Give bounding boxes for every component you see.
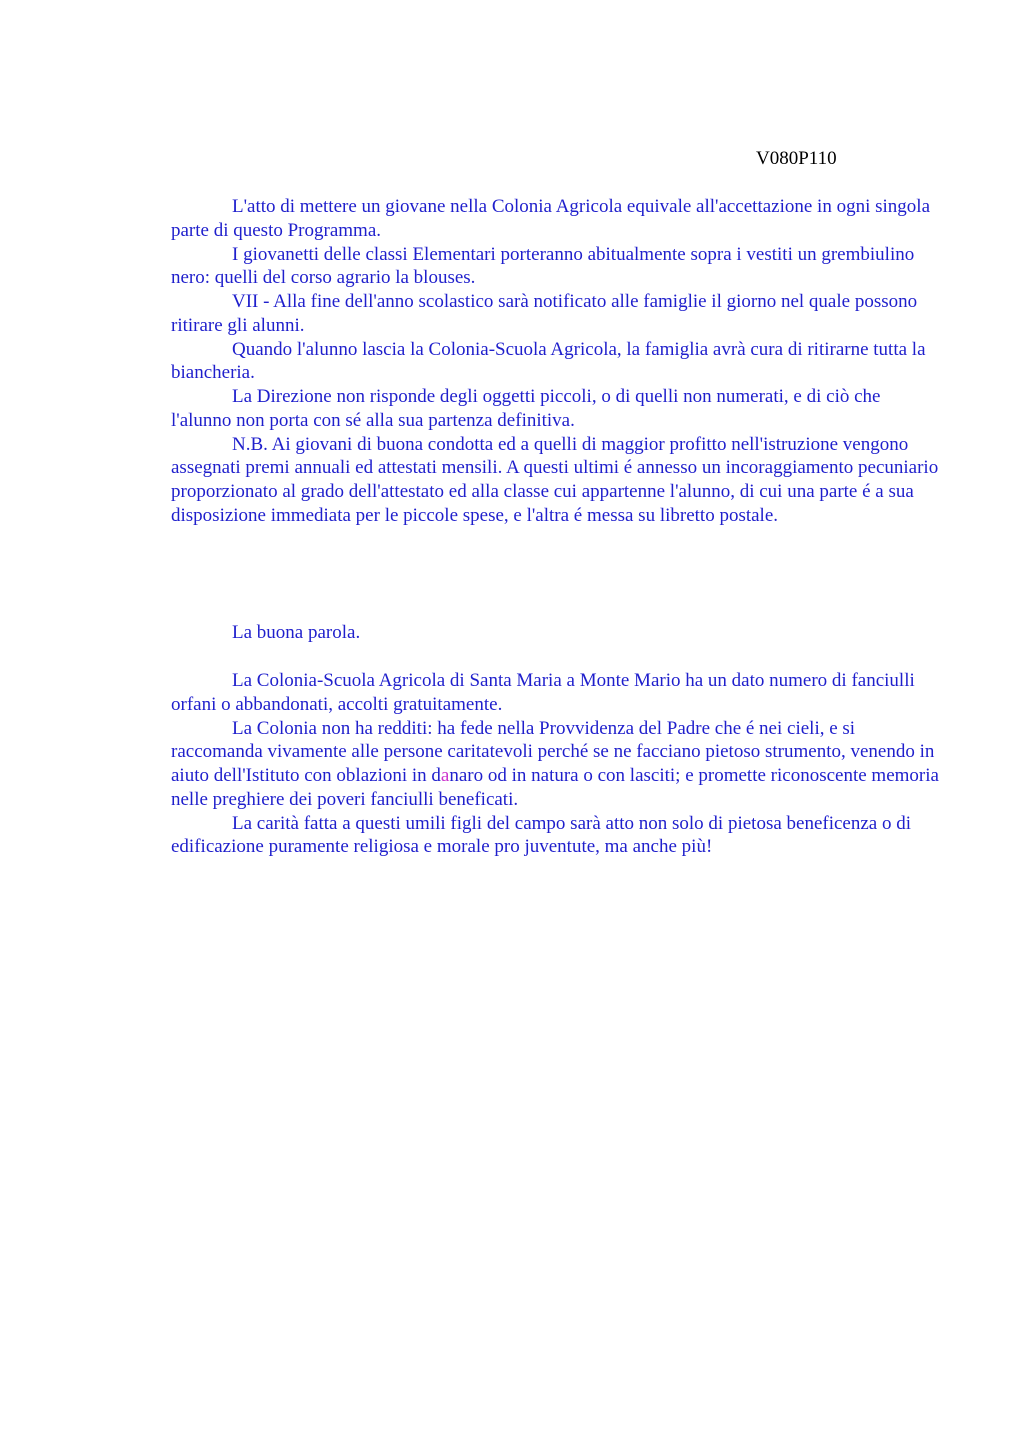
paragraph-providence	[171, 717, 941, 812]
paragraph-end-of-year: VII - Alla fine dell'anno scolastico sarà notificato alle famiglie il giorno nel quale possono ritirare gli alunni.	[171, 291, 918, 336]
paragraph-nb-prizes: N.B. Ai giovani di buona condotta ed a quelli di maggior profitto nell'istruzione vengono assegnati premi annuali ed attestati mensili. A questi ultimi é annesso un incoraggiamento pecuniario proporzionato al grado dell'attestato ed alla classe cui appartenne l'alunno, di cui una parte é a sua disposizione immediata per le piccole spese, e l'altra é messa su libretto postale.	[171, 433, 939, 526]
paragraph-acceptance: L'atto di mettere un giovane nella Colonia Agricola equivale all'accettazione in ogni singola parte di questo Programma.	[171, 196, 930, 241]
buona-parola-section	[171, 669, 941, 859]
paragraph-linen: Quando l'alunno lascia la Colonia-Scuola Agricola, la famiglia avrà cura di ritirarne tutta la biancheria.	[171, 338, 926, 384]
providence-text-start: La Colonia non ha redditi: ha fede nella Provvidenza del Padre che é nei cieli, e si raccomanda vivamente alle persone caritatevoli perché se ne facciano pietoso strumento, venendo in aiuto dell'Istituto con oblazioni in d	[171, 717, 935, 786]
program-rules-section	[171, 195, 941, 528]
paragraph-direction: La Direzione non risponde degli oggetti piccoli, o di quelli non numerati, e di ciò che l'alunno non porta con sé alla sua partenza definitiva.	[171, 386, 881, 431]
page-code: V080P110	[756, 148, 837, 169]
section-heading: La buona parola.	[232, 622, 361, 643]
paragraph-charity: La carità fatta a questi umili figli del campo sarà atto non solo di pietosa beneficenza o di edificazione puramente religiosa e morale pro juventute, ma anche più!	[171, 812, 912, 858]
paragraph-colony-intro: La Colonia-Scuola Agricola di Santa Maria a Monte Mario ha un dato numero di fanciulli orfani o abbandonati, accolti gratuitamente.	[171, 670, 915, 715]
providence-text-end: naro od in natura o con lasciti; e promette riconoscente memoria nelle preghiere dei poveri fanciulli beneficati.	[171, 765, 939, 810]
section-heading-container	[171, 621, 941, 645]
paragraph-uniform: I giovanetti delle classi Elementari porteranno abitualmente sopra i vestiti un grembiulino nero: quelli del corso agrario la blouses.	[171, 243, 915, 289]
highlighted-letter: a	[440, 765, 450, 786]
